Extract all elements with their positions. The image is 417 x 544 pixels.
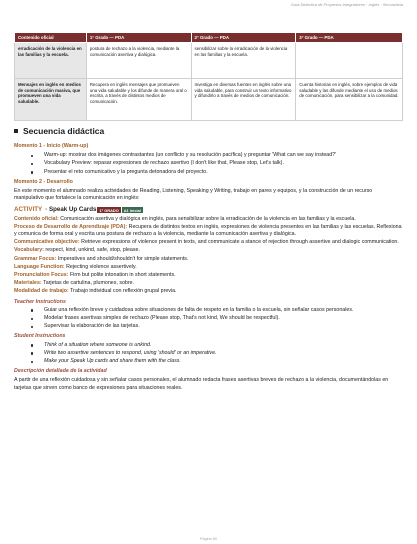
level-badge: A1 Inicial	[123, 207, 141, 213]
running-head: Guía Didáctica de Proyectos Integradores · Inglés · Secundaria	[290, 2, 403, 7]
table-cell: Cuenta historias en inglés, sobre ejemplos de vida saludable y las difunde mediante el uso de medios de comunicación, para sensibilizar a la comunidad.	[296, 79, 403, 121]
list-item: Vocabulary Preview: repasar expresiones de rechazo asertivo (I don't like that, Please stop, Let's talk).	[44, 160, 403, 167]
field-value: Trabajo individual con reflexión grupal previa.	[70, 288, 177, 295]
list-item: Think of a situation where someone is unkind.	[44, 342, 403, 349]
field-key: Language Function:	[14, 263, 65, 270]
table-header-cell: 2° Grado — PDA	[191, 33, 296, 43]
teacher-instructions-title: Teacher Instructions	[14, 298, 66, 305]
field-value: respect, kind, unkind, safe, stop, please.	[45, 247, 140, 254]
square-bullet-icon	[14, 129, 18, 133]
field-key: Proceso de Desarrollo de Aprendizaje (PDA):	[14, 223, 128, 230]
page-footer: Página 60	[199, 537, 218, 541]
student-instructions-title: Student Instructions	[14, 333, 66, 340]
moment1-title: Momento 1 - Inicio (Warm-up)	[14, 143, 89, 149]
field-key: Pronunciation Focus:	[14, 272, 69, 279]
activity-field	[14, 288, 403, 295]
table-cell: Mensajes en inglés en medios de comunicación masiva, que promueven una vida saludable.	[15, 79, 87, 121]
field-key: Communicative objective:	[14, 239, 80, 246]
field-key: Grammar Focus:	[14, 255, 57, 262]
activity-field	[14, 247, 403, 254]
field-key: Materiales:	[14, 280, 42, 287]
table-cell	[296, 43, 403, 79]
list-item: Presentar el reto comunicativo y la pregunta detonadora del proyecto.	[44, 169, 403, 176]
table-cell: erradicación de la violencia en las familias y la escuela.	[15, 43, 87, 79]
table-row	[15, 43, 403, 79]
section-heading	[14, 126, 104, 136]
activity-field	[14, 256, 403, 263]
field-value: Recupera de distintos textos en inglés, expresiones de violencia presentes en las familias y las escuelas. Reflexiona y comunica de forma oral y escrita una postura de rechazo a la violencia, mediante la comunicación asertiva y dialógica.	[14, 223, 402, 238]
pda-table	[14, 32, 403, 121]
list-item: Supervisar la elaboración de las tarjetas.	[44, 323, 403, 330]
student-instructions-list	[44, 342, 403, 366]
teacher-instructions-list	[44, 307, 403, 331]
field-key: Modalidad de trabajo:	[14, 288, 69, 295]
moment2-intro: En este momento el alumnado realiza actividades de Reading, Listening, Speaking y Writing, trabajo en pares y equipos, y la construcción de un recurso manipulativo que fortalece la comunicación en inglés:	[14, 188, 373, 202]
detail-text: A partir de una reflexión cuidadosa y sin señalar casos personales, el alumnado redacta frases asertivas breves de rechazo a la violencia, documentándolas en tarjetas que sirven como banco de expresiones para situaciones reales.	[14, 377, 389, 391]
moment1-list	[44, 152, 403, 176]
table-header-cell: 3° Grado — PDA	[296, 33, 403, 43]
activity-heading	[14, 206, 403, 213]
table-row	[15, 79, 403, 121]
activity-name: · Speak Up Cards	[45, 206, 97, 214]
section-title: Secuencia didáctica	[23, 126, 105, 136]
list-item: Make your Speak Up cards and share them with the class.	[44, 358, 403, 365]
table-cell: Recupera en inglés mensajes que promueven una vida saludable y los difunde de manera oral o escrita, a través de distintos medios de comunicación.	[86, 79, 191, 121]
field-value: Rejecting violence assertively.	[66, 263, 137, 270]
table-header-cell: Contenido oficial	[15, 33, 87, 43]
table-cell: postura de rechazo a la violencia, mediante la comunicación asertiva y dialógica.	[86, 43, 191, 79]
activity-field	[14, 216, 403, 223]
table-header-cell: 1° Grado — PDA	[86, 33, 191, 43]
detail-title: Descripción detallada de la actividad	[14, 368, 107, 375]
list-item: Warm-up: mostrar dos imágenes contrastantes (un conflicto y su resolución pacífica) y preguntar 'What can we say instead?'	[44, 152, 403, 159]
activity-field	[14, 264, 403, 271]
list-item: Guiar una reflexión breve y cuidadosa sobre situaciones de falta de respeto en la familia o la escuela, sin señalar casos personales.	[44, 307, 403, 314]
table-cell: sensibilizar sobre la erradicación de la violencia en las familias y la escuela.	[191, 43, 296, 79]
activity-key: ACTIVITY	[14, 206, 43, 214]
activity-field	[14, 224, 403, 238]
field-value: Imperatives and should/shouldn't for simple statements.	[57, 255, 189, 262]
field-key: Vocabulary:	[14, 247, 44, 254]
list-item: Modelar frases asertivas simples de rechazo (Please stop, That's not kind, We should be respectful).	[44, 315, 403, 322]
field-value: Comunicación asertiva y dialógica en inglés, para sensibilizar sobre la erradicación de la violencia en las familias y la escuela.	[60, 215, 356, 222]
moment2-title: Momento 2 - Desarrollo	[14, 178, 73, 185]
table-cell: Investiga en diversas fuentes en inglés sobre una vida saludable, para construir un texto informativo y difundirlo a través de medios de comunicación.	[191, 79, 296, 121]
list-item: Write two assertive sentences to respond, using 'should' or an imperative.	[44, 350, 403, 357]
sequence-content	[14, 140, 403, 394]
grade-badge: 1° GRADO	[99, 207, 119, 213]
activity-field	[14, 280, 403, 287]
table-header-row	[15, 33, 403, 43]
field-value: Tarjetas de cartulina, plumones, sobre.	[43, 280, 135, 287]
field-key: Contenido oficial:	[14, 215, 59, 222]
activity-field	[14, 239, 403, 246]
field-value: Firm but polite intonation in short statements.	[69, 272, 176, 279]
field-value: Retrieve expressions of violence present in texts, and communicate a stance of rejection through assertive and dialogic communication.	[81, 239, 399, 246]
activity-field	[14, 272, 403, 279]
